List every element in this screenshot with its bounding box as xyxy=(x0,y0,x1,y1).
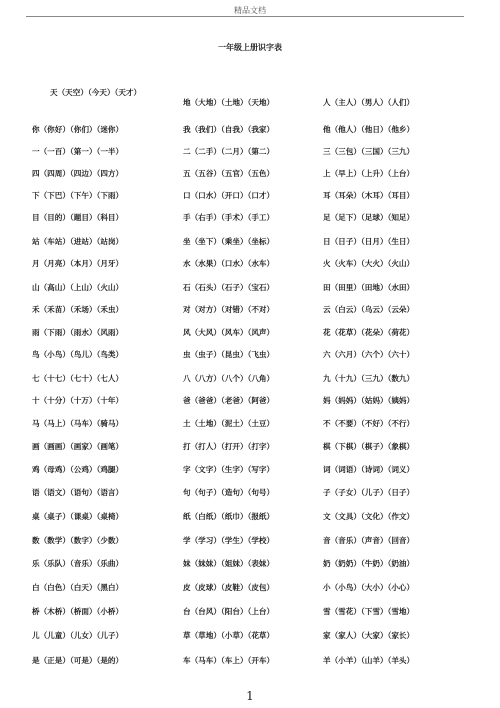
table-row xyxy=(0,582,500,596)
table-row xyxy=(0,418,500,432)
character-entry: 羊（小羊）（山羊）（羊头） xyxy=(323,656,415,665)
character-entry: 耳（耳朵）（木耳）（耳目） xyxy=(323,191,415,200)
character-entry: 上（早上）（上升）（上台） xyxy=(323,169,415,178)
character-entry: 田（田里）（田地）（水田） xyxy=(323,283,415,292)
character-entry: 坐（坐下）（乘坐）（坐标） xyxy=(183,237,275,246)
character-entry: 口（口水）（开口）（口才） xyxy=(183,191,275,200)
character-entry: 二（二手）（二月）（第二） xyxy=(183,147,275,156)
table-row xyxy=(0,236,500,250)
character-entry: 土（土地）（泥土）（土豆） xyxy=(183,419,275,428)
character-entry: 花（花草）（花朵）（荷花） xyxy=(323,328,415,337)
character-entry: 下（下巴）（下午）（下雨） xyxy=(32,191,124,200)
character-entry: 月（月亮）（本月）（月牙） xyxy=(32,259,124,268)
table-row xyxy=(0,212,500,226)
table-row xyxy=(0,373,500,387)
character-entry: 目（目的）（题目）（科目） xyxy=(32,213,124,222)
character-entry: 鸡（母鸡）（公鸡）（鸡腿） xyxy=(32,465,124,474)
character-entry: 子（子女）（儿子）（日子） xyxy=(323,488,415,497)
table-row xyxy=(0,535,500,549)
table-row xyxy=(0,558,500,572)
character-entry: 棋（下棋）（棋子）（象棋） xyxy=(323,442,415,451)
character-entry: 水（水果）（口水）（水车） xyxy=(183,259,275,268)
character-entry: 桌（桌子）（课桌）（桌椅） xyxy=(32,512,124,521)
character-entry: 站（车站）（进站）（站岗） xyxy=(32,237,124,246)
character-entry: 三（三包）（三国）（三九） xyxy=(323,147,415,156)
character-entry: 纸（白纸）（纸巾）（报纸） xyxy=(183,512,275,521)
character-entry: 五（五谷）（五官）（五色） xyxy=(183,169,275,178)
table-row xyxy=(0,606,500,620)
character-entry: 七（十七）（七十）（七人） xyxy=(32,374,124,383)
table-row xyxy=(0,464,500,478)
character-entry: 十（十分）（十万）（十年） xyxy=(32,396,124,405)
character-entry: 石（石头）（石子）（宝石） xyxy=(183,283,275,292)
character-entry: 词（词语）（诗词）（词义） xyxy=(323,465,415,474)
table-row xyxy=(0,146,500,160)
character-entry: 四（四周）（四边）（四方） xyxy=(32,169,124,178)
character-entry: 八（八方）（八个）（八角） xyxy=(183,374,275,383)
table-row xyxy=(0,511,500,525)
character-entry: 妹（妹妹）（姐妹）（表妹） xyxy=(183,559,275,568)
character-entry: 山（高山）（上山）（火山） xyxy=(32,283,124,292)
character-entry: 爸（爸爸）（老爸）（阿爸） xyxy=(183,396,275,405)
page-number: 1 xyxy=(246,689,254,703)
character-entry: 日（日子）（日月）（生日） xyxy=(323,237,415,246)
character-entry: 九（十九）（三九）（数九） xyxy=(323,374,415,383)
character-entry: 马（马上）（马车）（骑马） xyxy=(32,419,124,428)
character-entry: 打（打人）（打开）（打字） xyxy=(183,442,275,451)
character-entry: 语（语文）（语句）（语言） xyxy=(32,488,124,497)
character-entry: 小（小鸟）（大小）（小心） xyxy=(323,583,415,592)
character-entry: 文（文具）（文化）（作文） xyxy=(323,512,415,521)
character-entry: 手（右手）（手术）（手工） xyxy=(183,213,275,222)
character-entry: 他（他人）（他日）（他乡） xyxy=(323,125,415,134)
character-entry: 桥（木桥）（桥面）（小桥） xyxy=(32,607,124,616)
character-entry: 字（文字）（生字）（写字） xyxy=(183,465,275,474)
table-row xyxy=(0,441,500,455)
table-row xyxy=(0,124,500,138)
character-entry: 是（正是）（可是）（是的） xyxy=(32,656,124,665)
table-row xyxy=(0,97,500,111)
character-entry: 车（马车）（车上）（开车） xyxy=(183,656,275,665)
first-cell: 天（天空）（今天）（天才） xyxy=(50,88,142,97)
character-entry: 禾（禾苗）（禾场）（禾虫） xyxy=(32,305,124,314)
character-entry: 句（句子）（造句）（句号） xyxy=(183,488,275,497)
character-entry: 儿（儿童）（儿女）（儿子） xyxy=(32,631,124,640)
character-entry: 家（家人）（大家）（家长） xyxy=(323,631,415,640)
character-entry: 一（一百）（第一）（一半） xyxy=(32,147,124,156)
page-title: 一年级上册识字表 xyxy=(218,43,282,52)
table-row xyxy=(0,655,500,669)
table-row xyxy=(0,304,500,318)
character-entry: 妈（妈妈）（姑妈）（姨妈） xyxy=(323,396,415,405)
character-entry: 我（我们）（自我）（我家） xyxy=(183,125,275,134)
character-entry: 画（画画）（画家）（画笔） xyxy=(32,442,124,451)
page-header: 精品文档 xyxy=(234,6,266,15)
character-entry: 台（台风）（阳台）（上台） xyxy=(183,607,275,616)
character-entry: 皮（皮球）（皮鞋）（皮包） xyxy=(183,583,275,592)
character-entry: 奶（奶奶）（牛奶）（奶油） xyxy=(323,559,415,568)
table-row xyxy=(0,487,500,501)
character-entry: 数（数学）（数字）（少数） xyxy=(32,536,124,545)
character-entry: 音（音乐）（声音）（回音） xyxy=(323,536,415,545)
table-row xyxy=(0,349,500,363)
character-entry: 雪（雪花）（下雪）（雪地） xyxy=(323,607,415,616)
character-entry: 六（六月）（六个）（六十） xyxy=(323,350,415,359)
table-row xyxy=(0,630,500,644)
character-entry: 学（学习）（学生）（学校） xyxy=(183,536,275,545)
character-entry: 不（不要）（不好）（不行） xyxy=(323,419,415,428)
character-entry: 你（你好）（你们）（迷你） xyxy=(32,125,124,134)
table-row xyxy=(0,327,500,341)
character-entry: 对（对方）（对错）（不对） xyxy=(183,305,275,314)
table-row xyxy=(0,282,500,296)
character-entry: 鸟（小鸟）（鸟儿）（鸟类） xyxy=(32,350,124,359)
character-entry: 火（火车）（大火）（火山） xyxy=(323,259,415,268)
table-row xyxy=(0,258,500,272)
character-entry: 草（草地）（小草）（花草） xyxy=(183,631,275,640)
table-row xyxy=(0,190,500,204)
character-entry: 白（白色）（白天）（黑白） xyxy=(32,583,124,592)
character-entry: 雨（下雨）（雨水）（风雨） xyxy=(32,328,124,337)
character-entry: 虫（虫子）（昆虫）（飞虫） xyxy=(183,350,275,359)
character-entry: 云（白云）（乌云）（云朵） xyxy=(323,305,415,314)
table-row xyxy=(0,395,500,409)
character-entry: 足（足下）（足球）（知足） xyxy=(323,213,415,222)
character-entry: 人（主人）（男人）（人们） xyxy=(323,98,415,107)
table-row xyxy=(0,168,500,182)
character-entry: 地（大地）（土地）（天地） xyxy=(183,98,275,107)
character-entry: 风（大风）（风车）（风声） xyxy=(183,328,275,337)
character-entry: 乐（乐队）（音乐）（乐曲） xyxy=(32,559,124,568)
